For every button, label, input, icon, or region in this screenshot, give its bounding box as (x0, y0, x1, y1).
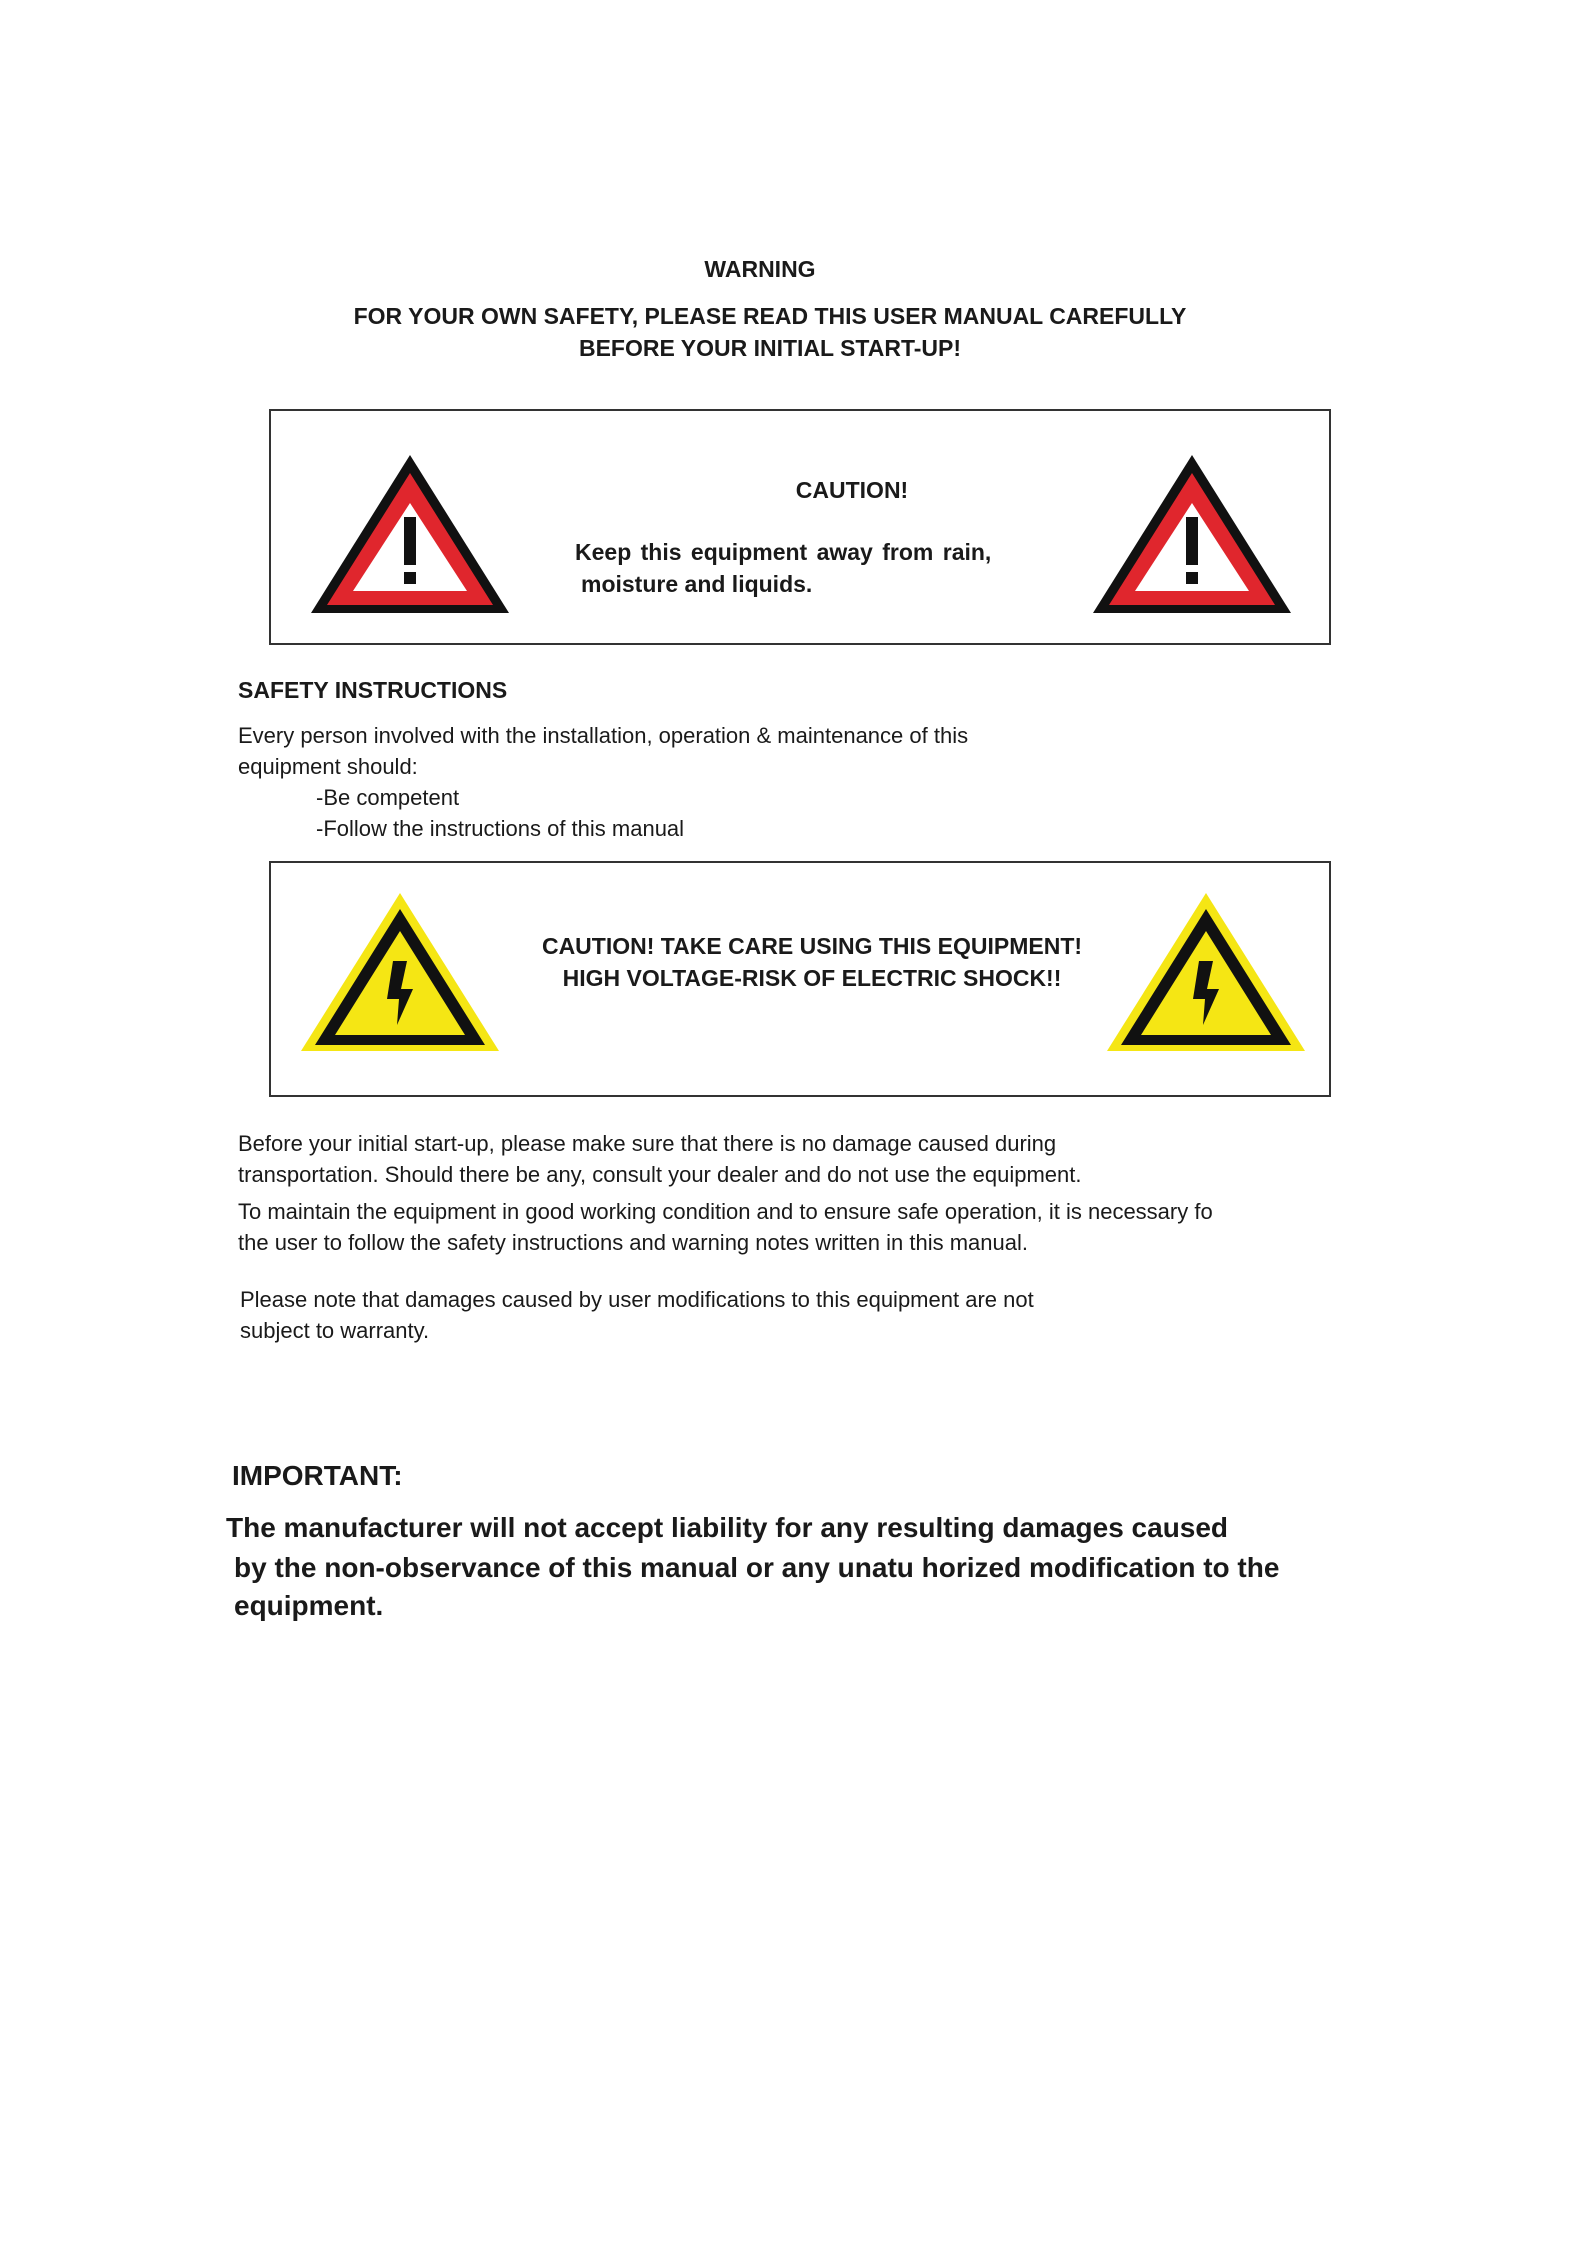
liability-text-line-1: The manufacturer will not accept liability for any resulting damages caused (226, 1512, 1229, 1543)
high-voltage-box (269, 861, 1331, 1097)
liability-text-line-3: equipment. (234, 1590, 384, 1621)
caution-text-line-1: Keep this equipment away from rain, (575, 539, 992, 565)
warning-triangle-exclamation-icon (307, 451, 513, 617)
high-voltage-warning-line-1: CAUTION! TAKE CARE USING THIS EQUIPMENT! (541, 933, 1083, 959)
transport-damage-text-line-2: transportation. Should there be any, consult your dealer and do not use the equipment. (238, 1162, 1082, 1187)
maintenance-text-line-2: the user to follow the safety instructions and warning notes written in this manual. (238, 1230, 1028, 1255)
list-item: -Follow the instructions of this manual (316, 816, 685, 841)
safety-notice-line-2: BEFORE YOUR INITIAL START-UP! (578, 335, 962, 361)
intro-text-line-2: equipment should: (238, 754, 418, 779)
warning-heading: WARNING (704, 256, 816, 282)
safety-notice-line-1: FOR YOUR OWN SAFETY, PLEASE READ THIS USER MANUAL CAREFULLY (353, 303, 1187, 329)
maintenance-text-line-1: To maintain the equipment in good working condition and to ensure safe operation, it is necessary fo (238, 1199, 1213, 1224)
important-heading: IMPORTANT: (232, 1460, 403, 1491)
list-item: -Be competent (316, 785, 460, 810)
caution-text-line-2: moisture and liquids. (581, 571, 813, 597)
caution-box (269, 409, 1331, 645)
transport-damage-text-line-1: Before your initial start-up, please make sure that there is no damage caused during (238, 1131, 1057, 1156)
warranty-text-line-2: subject to warranty. (240, 1318, 430, 1343)
liability-text-line-2: by the non-observance of this manual or any unatu horized modification to the (234, 1552, 1280, 1583)
intro-text-line-1: Every person involved with the installation, operation & maintenance of this (238, 723, 969, 748)
safety-instructions-heading: SAFETY INSTRUCTIONS (238, 677, 508, 703)
caution-title: CAUTION! (795, 477, 909, 503)
warning-triangle-exclamation-icon (1089, 451, 1295, 617)
high-voltage-warning-line-2: HIGH VOLTAGE-RISK OF ELECTRIC SHOCK!! (562, 965, 1062, 991)
warranty-text-line-1: Please note that damages caused by user modifications to this equipment are not (240, 1287, 1034, 1312)
high-voltage-triangle-icon (1103, 889, 1309, 1055)
